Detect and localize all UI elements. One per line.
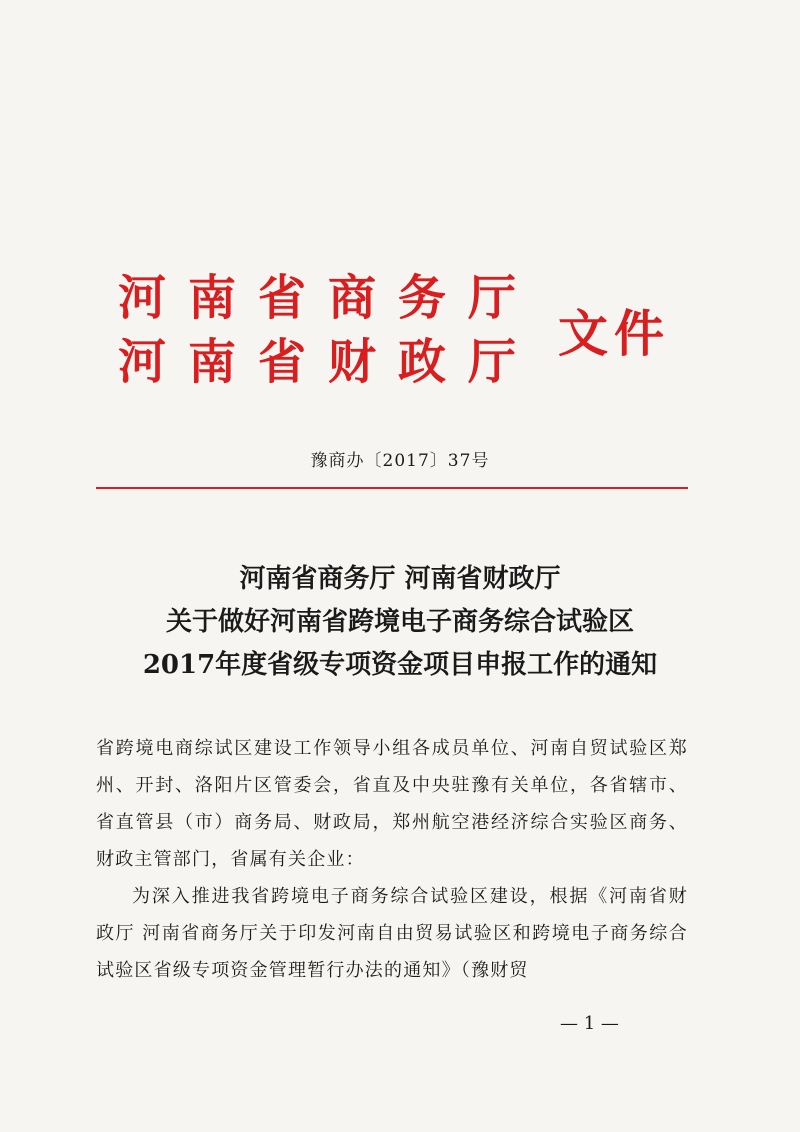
body-paragraph-1: 为深入推进我省跨境电子商务综合试验区建设，根据《河南省财政厅 河南省商务厅关于印发河南自由贸易试验区和跨境电子商务综合试验区省级专项资金管理暂行办法的通知》（豫财贸 (96, 886, 688, 981)
title-line-3: 2017年度省级专项资金项目申报工作的通知 (142, 650, 658, 680)
title-line-2: 关于做好河南省跨境电子商务综合试验区 (165, 607, 634, 637)
document-word: 文件 (558, 304, 670, 363)
recipients-paragraph: 省跨境电商综试区建设工作领导小组各成员单位、河南自贸试验区郑州、开封、洛阳片区管委会，省直及中央驻豫有关单位，各省辖市、省直管县（市）商务局、财政局，郑州航空港经济综合实验区商务、财政主管部门，省属有关企业： (96, 738, 688, 870)
issuing-org-finance: 河南省财政厅 (118, 334, 539, 390)
page-number: — 1 — (560, 1013, 619, 1034)
document-title (0, 558, 800, 687)
issuing-organizations-header (118, 270, 678, 400)
issuing-org-commerce: 河南省商务厅 (118, 270, 539, 326)
title-line-1: 河南省商务厅 河南省财政厅 (239, 564, 561, 594)
document-number: 豫商办〔2017〕37号 (310, 451, 490, 471)
red-divider-line (96, 487, 688, 489)
document-body (96, 730, 688, 989)
